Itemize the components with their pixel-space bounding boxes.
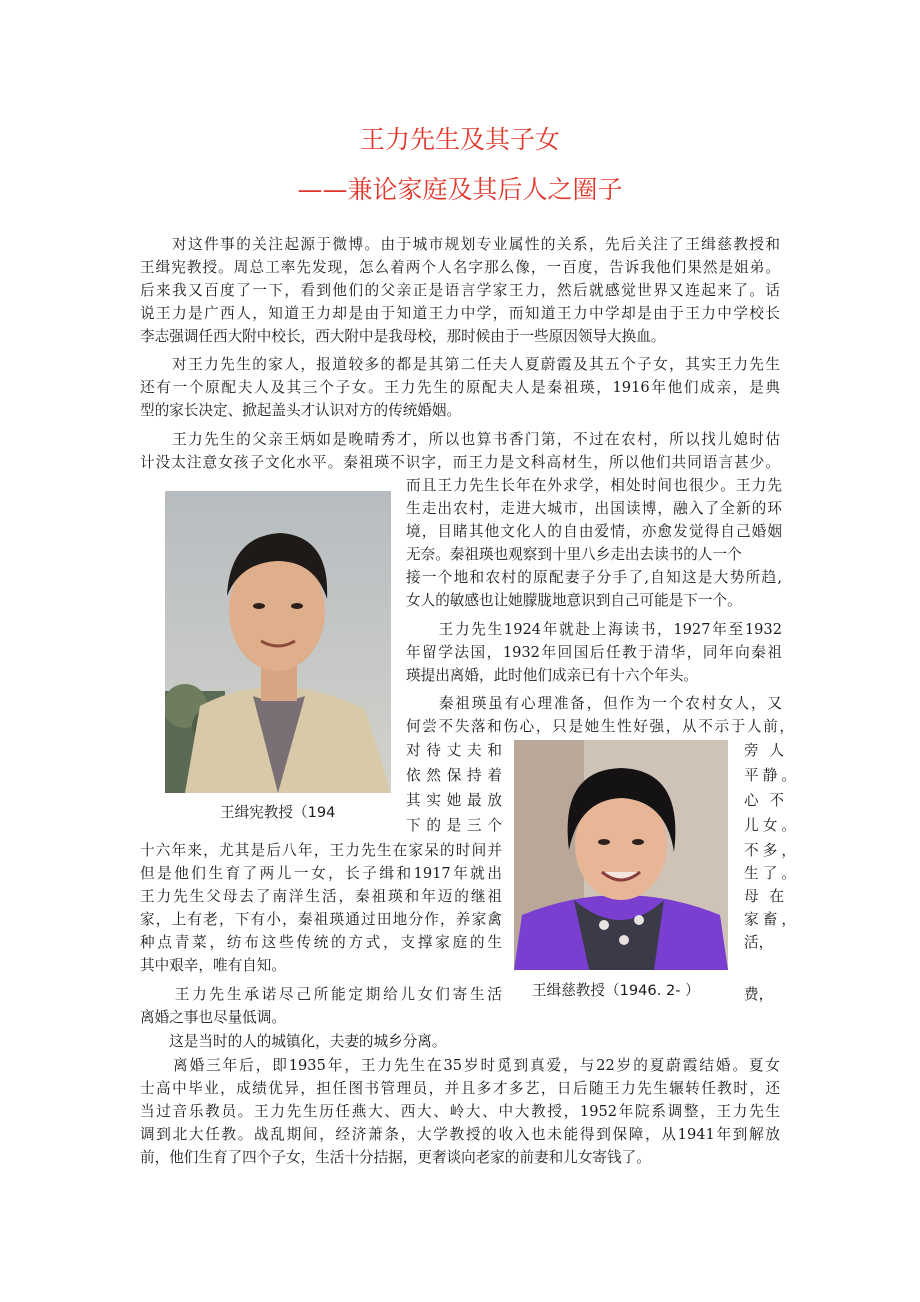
text-line: 女人的敏感也让她朦胧地意识到自己可能是下一个。 xyxy=(406,592,742,609)
text-line: 家，上有老，下有小，秦祖瑛通过田地分作，养家禽 xyxy=(140,911,502,928)
text-fragment: 活， xyxy=(744,934,774,951)
page-title: 王力先生及其子女 xyxy=(359,125,560,154)
text-line: 十六年来，尤其是后八年，王力先生在家呆的时间并 xyxy=(140,842,502,859)
text-line: 瑛提出离婚，此时他们成亲已有十六个年头。 xyxy=(406,667,698,684)
text-fragment: 费， xyxy=(744,986,774,1003)
text-fragment: 母在 xyxy=(744,888,784,905)
text-fragment: 儿女。 xyxy=(744,817,796,834)
text-line: 年留学法国，1932年回国后任教于清华，同年向秦祖 xyxy=(406,644,782,661)
text-line: 对这件事的关注起源于微博。由于城市规划专业属性的关系，先后关注了王缉慈教授和 xyxy=(140,236,780,253)
text-line: 后来我又百度了一下，看到他们的父亲正是语言学家王力，然后就感觉世界又连起来了。话 xyxy=(140,282,780,299)
text-fragment: 家畜， xyxy=(744,911,796,928)
text-line: 说王力是广西人，知道王力却是由于知道王力中学，而知道王力中学却是由于王力中学校长 xyxy=(140,305,780,322)
text-line: 对王力先生的家人，报道较多的都是其第二任夫人夏蔚霞及其五个子女，其实王力先生 xyxy=(140,356,780,373)
text-line: 对待丈夫和 xyxy=(406,742,502,759)
text-line: 离婚之事也尽量低调。 xyxy=(140,1009,286,1026)
photo-wang-jixian xyxy=(165,491,391,793)
text-line: 当过音乐教员。王力先生历任燕大、西大、岭大、中大教授，1952年院系调整，王力先生 xyxy=(140,1103,780,1120)
text-line: 王力先生的父亲王炳如是晚晴秀才，所以也算书香门第，不过在农村，所以找儿媳时估 xyxy=(140,431,780,448)
text-fragment: 不多， xyxy=(744,842,796,859)
text-line: 士高中毕业，成绩优异，担任图书管理员，并且多才多艺，日后随王力先生辗转任教时，还 xyxy=(140,1080,780,1097)
photo1-caption: 王缉宪教授（194 xyxy=(220,804,336,821)
text-line: 但是他们生育了两儿一女，长子缉和1917年就出 xyxy=(140,865,502,882)
text-line: 调到北大任教。战乱期间，经济萧条，大学教授的收入也未能得到保障，从1941年到解放 xyxy=(140,1126,780,1143)
text-line: 计没太注意女孩子文化水平。秦祖瑛不识字，而王力是文科高材生，所以他们共同语言甚少。 xyxy=(140,454,780,471)
text-fragment: 旁人 xyxy=(744,742,784,759)
text-line: 其实她最放 xyxy=(406,792,502,809)
text-line: 型的家长决定、掀起盖头才认识对方的传统婚姻。 xyxy=(140,402,462,419)
text-line: 王力先生1924年就赴上海读书，1927年至1932 xyxy=(406,621,782,638)
page-subtitle: ——兼论家庭及其后人之圈子 xyxy=(297,175,623,204)
text-line: 王力先生承诺尽己所能定期给儿女们寄生活 xyxy=(140,986,502,1003)
text-line: 王力先生父母去了南洋生活，秦祖瑛和年迈的继祖 xyxy=(140,888,502,905)
text-line: 无奈。秦祖瑛也观察到十里八乡走出去读书的人一个 xyxy=(406,546,742,563)
text-line: 王缉宪教授。周总工率先发现，怎么着两个人名字那么像，一百度，告诉我他们果然是姐弟。 xyxy=(140,259,780,276)
text-line: 种点青菜，纺布这些传统的方式，支撑家庭的生 xyxy=(140,934,502,951)
text-line: 何尝不失落和伤心，只是她生性好强，从不示于人前， xyxy=(406,718,794,735)
text-line: 下的是三个 xyxy=(406,817,502,834)
text-fragment: 生了。 xyxy=(744,865,796,882)
text-line: 还有一个原配夫人及其三个子女。王力先生的原配夫人是秦祖瑛，1916年他们成亲，是典 xyxy=(140,379,780,396)
text-line: 依然保持着 xyxy=(406,767,502,784)
photo-wang-jici xyxy=(514,740,728,970)
text-line: 离婚三年后，即1935年，王力先生在35岁时觅到真爱，与22岁的夏蔚霞结婚。夏女 xyxy=(140,1057,780,1074)
portrait-woman-image xyxy=(514,740,728,970)
text-line: 其中艰辛，唯有自知。 xyxy=(140,957,286,974)
text-fragment: 心不 xyxy=(744,792,784,809)
text-line: 而且王力先生长年在外求学，相处时间也很少。王力先 xyxy=(406,477,782,494)
portrait-man-image xyxy=(165,491,391,793)
text-line: 接一个地和农村的原配妻子分手了,自知这是大势所趋, xyxy=(406,569,782,586)
text-fragment: 平静。 xyxy=(744,767,796,784)
text-line: 秦祖瑛虽有心理准备，但作为一个农村女人，又 xyxy=(406,695,782,712)
photo2-caption: 王缉慈教授（1946. 2- ） xyxy=(532,982,700,999)
text-line: 这是当时的人的城镇化，夫妻的城乡分离。 xyxy=(140,1033,447,1050)
text-line: 境，目睹其他文化人的自由爱情，亦愈发觉得自己婚姻 xyxy=(406,523,782,540)
text-line: 生走出农村，走进大城市，出国读博，融入了全新的环 xyxy=(406,500,782,517)
text-line: 李志强调任西大附中校长，西大附中是我母校，那时候由于一些原因领导大换血。 xyxy=(140,328,666,345)
text-line: 前，他们生育了四个子女，生活十分拮据，更奢谈向老家的前妻和儿女寄钱了。 xyxy=(140,1149,651,1166)
